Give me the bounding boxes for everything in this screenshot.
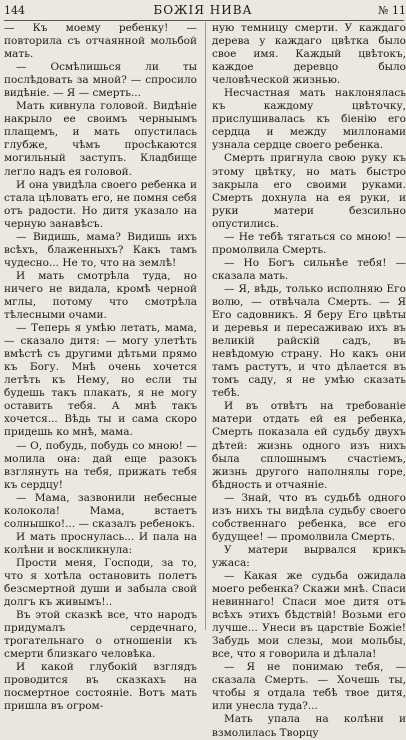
paragraph: И она увидѣла своего ребенка и стала цѣловать его, не помня себя отъ радости. Но дитя указало на черную занавѣсъ. [4, 178, 197, 230]
paragraph: И въ отвѣтъ на требованіе матери отдать ей ея ребенка, Смерть показала ей судьбу двухъ дѣтей: жизнь одного изъ нихъ была сплошнымъ счастіемъ, жизнь другого наполнялы горе, бѣдность и отчаяніе. [212, 400, 406, 491]
paragraph: — Знай, что въ судьбѣ одного изъ нихъ ты видѣла судьбу своего собственнаго ребенка, все его будущее! — промолвила Смерть. [212, 491, 406, 543]
paragraph: — Мама, зазвонили небесные колокола! Мама, встаетъ солнышко!... — сказалъ ребенокъ. [4, 491, 197, 530]
right-column [212, 22, 406, 739]
paragraph: И какой глубокій взглядъ проводится въ сказкахъ на посмертное состояніе. Вотъ мать пришла въ огром- [4, 661, 197, 713]
paragraph: — Я, вѣдь, только исполняю Его волю, — отвѣчала Смерть. — Я Его садовникъ. Я беру Его цвѣты и деревья и пересаживаю ихъ въ великій райскій садъ, въ невѣдомую страну. Но какъ они тамъ растутъ, и что дѣлается въ томъ саду, я не умѣю сказать тебѣ. [212, 282, 406, 400]
journal-title: БОЖІЯ НИВА [153, 3, 253, 17]
paragraph: У матери вырвался крикъ ужаса: [212, 543, 406, 569]
paragraph: И мать проснулась... И пала на колѣни и воскликнула: [4, 530, 197, 556]
paragraph: И мать смотрѣла туда, но ничего не видала, кромѣ черной мглы, потому что смотрѣла тѣлесными очами. [4, 269, 197, 322]
paragraph: — Я не понимаю тебя, — сказала Смерть. — Хочешь ты, чтобы я отдала тебѣ твое дитя, или унесла туда?... [212, 661, 406, 713]
paragraph: — Видишь, мама? Видишь ихъ всѣхъ, блаженныхъ? Какъ тамъ чудесно... Не то, что на землѣ! [4, 230, 197, 269]
paragraph: — О, побудь, побудь со мною! — молила она: дай еще разокъ взглянуть на тебя, прижать тебя къ сердцу! [4, 439, 197, 491]
paragraph: Мать упала на колѣни и взмолилась Творцу [212, 713, 406, 739]
page-number: 144 [4, 4, 25, 17]
paragraph: — Къ моему ребенку! — повторила съ отчаянной мольбой мать. [4, 22, 197, 61]
paragraph: Прости меня, Господи, за то, что я хотѣла остановить полетъ безсмертной души и забыла свой долгъ къ живымъ!.. [4, 556, 197, 609]
paragraph: — Осмѣлишься ли ты послѣдовать за мной? — спросило видѣніе. — Я — смерть... [4, 61, 197, 100]
paragraph: ную темницу смерти. У каждаго дерева у каждаго цвѣтка было свое имя. Каждый цвѣтокъ, каждое деревцо было человѣческой жизнью. [212, 22, 406, 87]
left-column [4, 22, 197, 713]
running-header [0, 0, 406, 22]
paragraph: — Не тебѣ тягаться со мною! — промолвила Смерть. [212, 230, 406, 256]
paragraph: Несчастная мать наклонялась къ каждому цвѣточку, прислушивалась къ біенію его сердца и между миллонами узнала сердце своего ребенка. [212, 87, 406, 152]
paragraph: Смерть пригнула свою руку къ этому цвѣтку, но мать быстро закрыла его своими руками. Смерть дохнула на ея руки, и руки матери безсильно опустились. [212, 152, 406, 230]
paragraph: — Теперь я умѣю летать, мама, — сказало дитя: — могу улетѣть вмѣстѣ съ другими дѣтьми прямо къ Богу. Мнѣ очень хочется летѣть къ Нему, но если ты будешь такъ плакать, я не могу оставить тебя. А мнѣ такъ хочется... Вѣдь ты и сама скоро придешь ко мнѣ, мама. [4, 322, 197, 439]
paragraph: — Но Богъ сильнѣе тебя! — сказала мать. [212, 256, 406, 282]
paragraph: Въ этой сказкѣ все, что народъ придумалъ сердечнаго, трогательнаго о отношеніи къ смерти близкаго человѣка. [4, 609, 197, 661]
paragraph: Мать кивнула головой. Видѣніе накрыло ее своимъ черныымъ плащемъ, и мать опустилась глубже, чѣмъ просѣкаются могильный заступъ. Кладбище легло надъ ея головой. [4, 100, 197, 178]
paragraph: — Какая же судьба ожидала моего ребенка? Скажи мнѣ. Спаси невиннаго! Спаси мое дитя отъ всѣхъ этихъ бѣдствій! Возьми его лучше... Унеси въ царствіе Божіе! Забудь мои слезы, мои мольбы, все, что я говорила и дѣлала! [212, 569, 406, 661]
header-rule [4, 20, 404, 21]
column-divider [205, 22, 206, 630]
issue-number: № 11 [378, 4, 406, 17]
